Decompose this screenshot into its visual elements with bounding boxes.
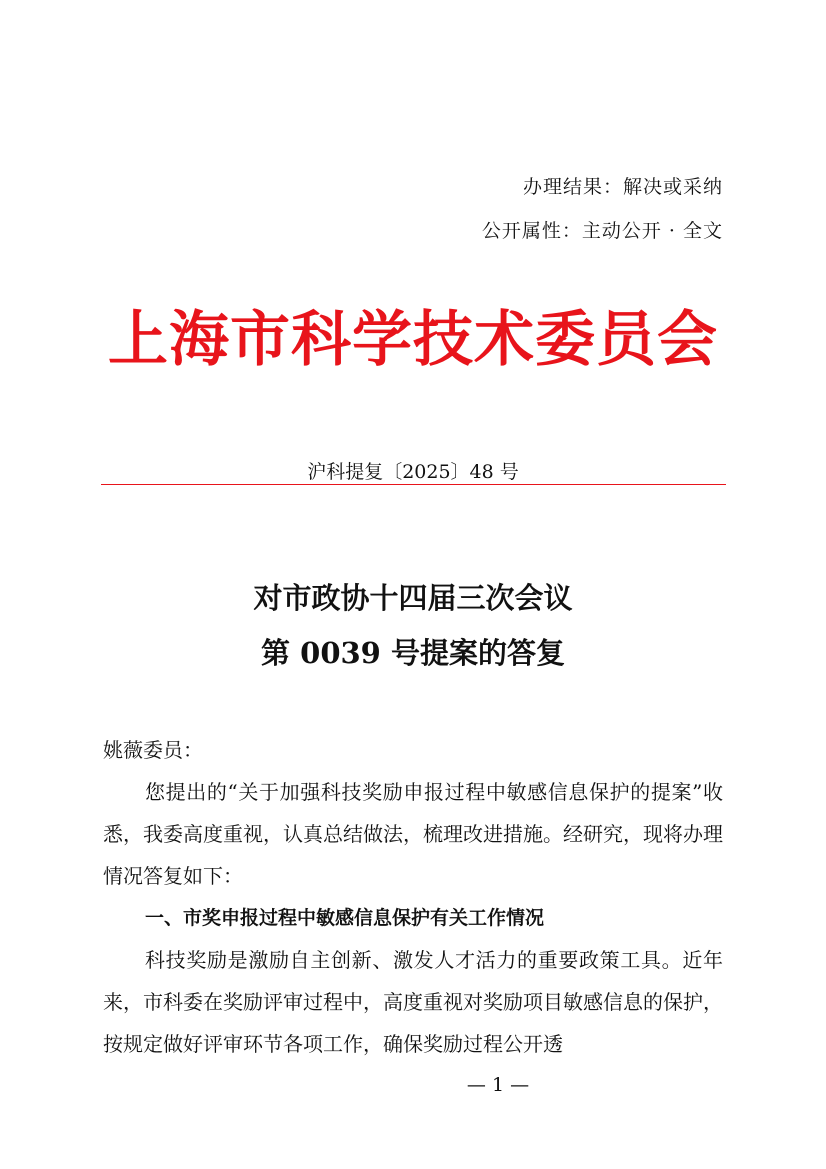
organization-title: 上海市科学技术委员会 xyxy=(108,305,718,375)
body-paragraph-1: 您提出的“关于加强科技奖励申报过程中敏感信息保护的提案”收悉，我委高度重视，认真总结做法，梳理改进措施。经研究，现将办理情况答复如下： xyxy=(103,780,723,888)
page-number: — 1 — xyxy=(466,1074,530,1096)
salutation: 姚薇委员： xyxy=(103,738,203,762)
body-paragraph-2: 科技奖励是激励自主创新、激发人才活力的重要政策工具。近年来，市科委在奖励评审过程中，高度重视对奖励项目敏感信息的保护，按规定做好评审环节各项工作，确保奖励过程公开透 xyxy=(103,948,723,1056)
document-title-line-1: 对市政协十四届三次会议 xyxy=(253,581,573,615)
section-heading-1: 一、市奖申报过程中敏感信息保护有关工作情况 xyxy=(145,907,545,929)
document-number: 沪科提复〔2025〕48 号 xyxy=(307,461,519,483)
handling-result: 办理结果：解决或采纳 xyxy=(522,176,723,198)
red-divider xyxy=(101,484,726,485)
document-title-line-2: 第 0039 号提案的答复 xyxy=(261,636,565,670)
public-attribute: 公开属性：主动公开 · 全文 xyxy=(481,220,723,242)
